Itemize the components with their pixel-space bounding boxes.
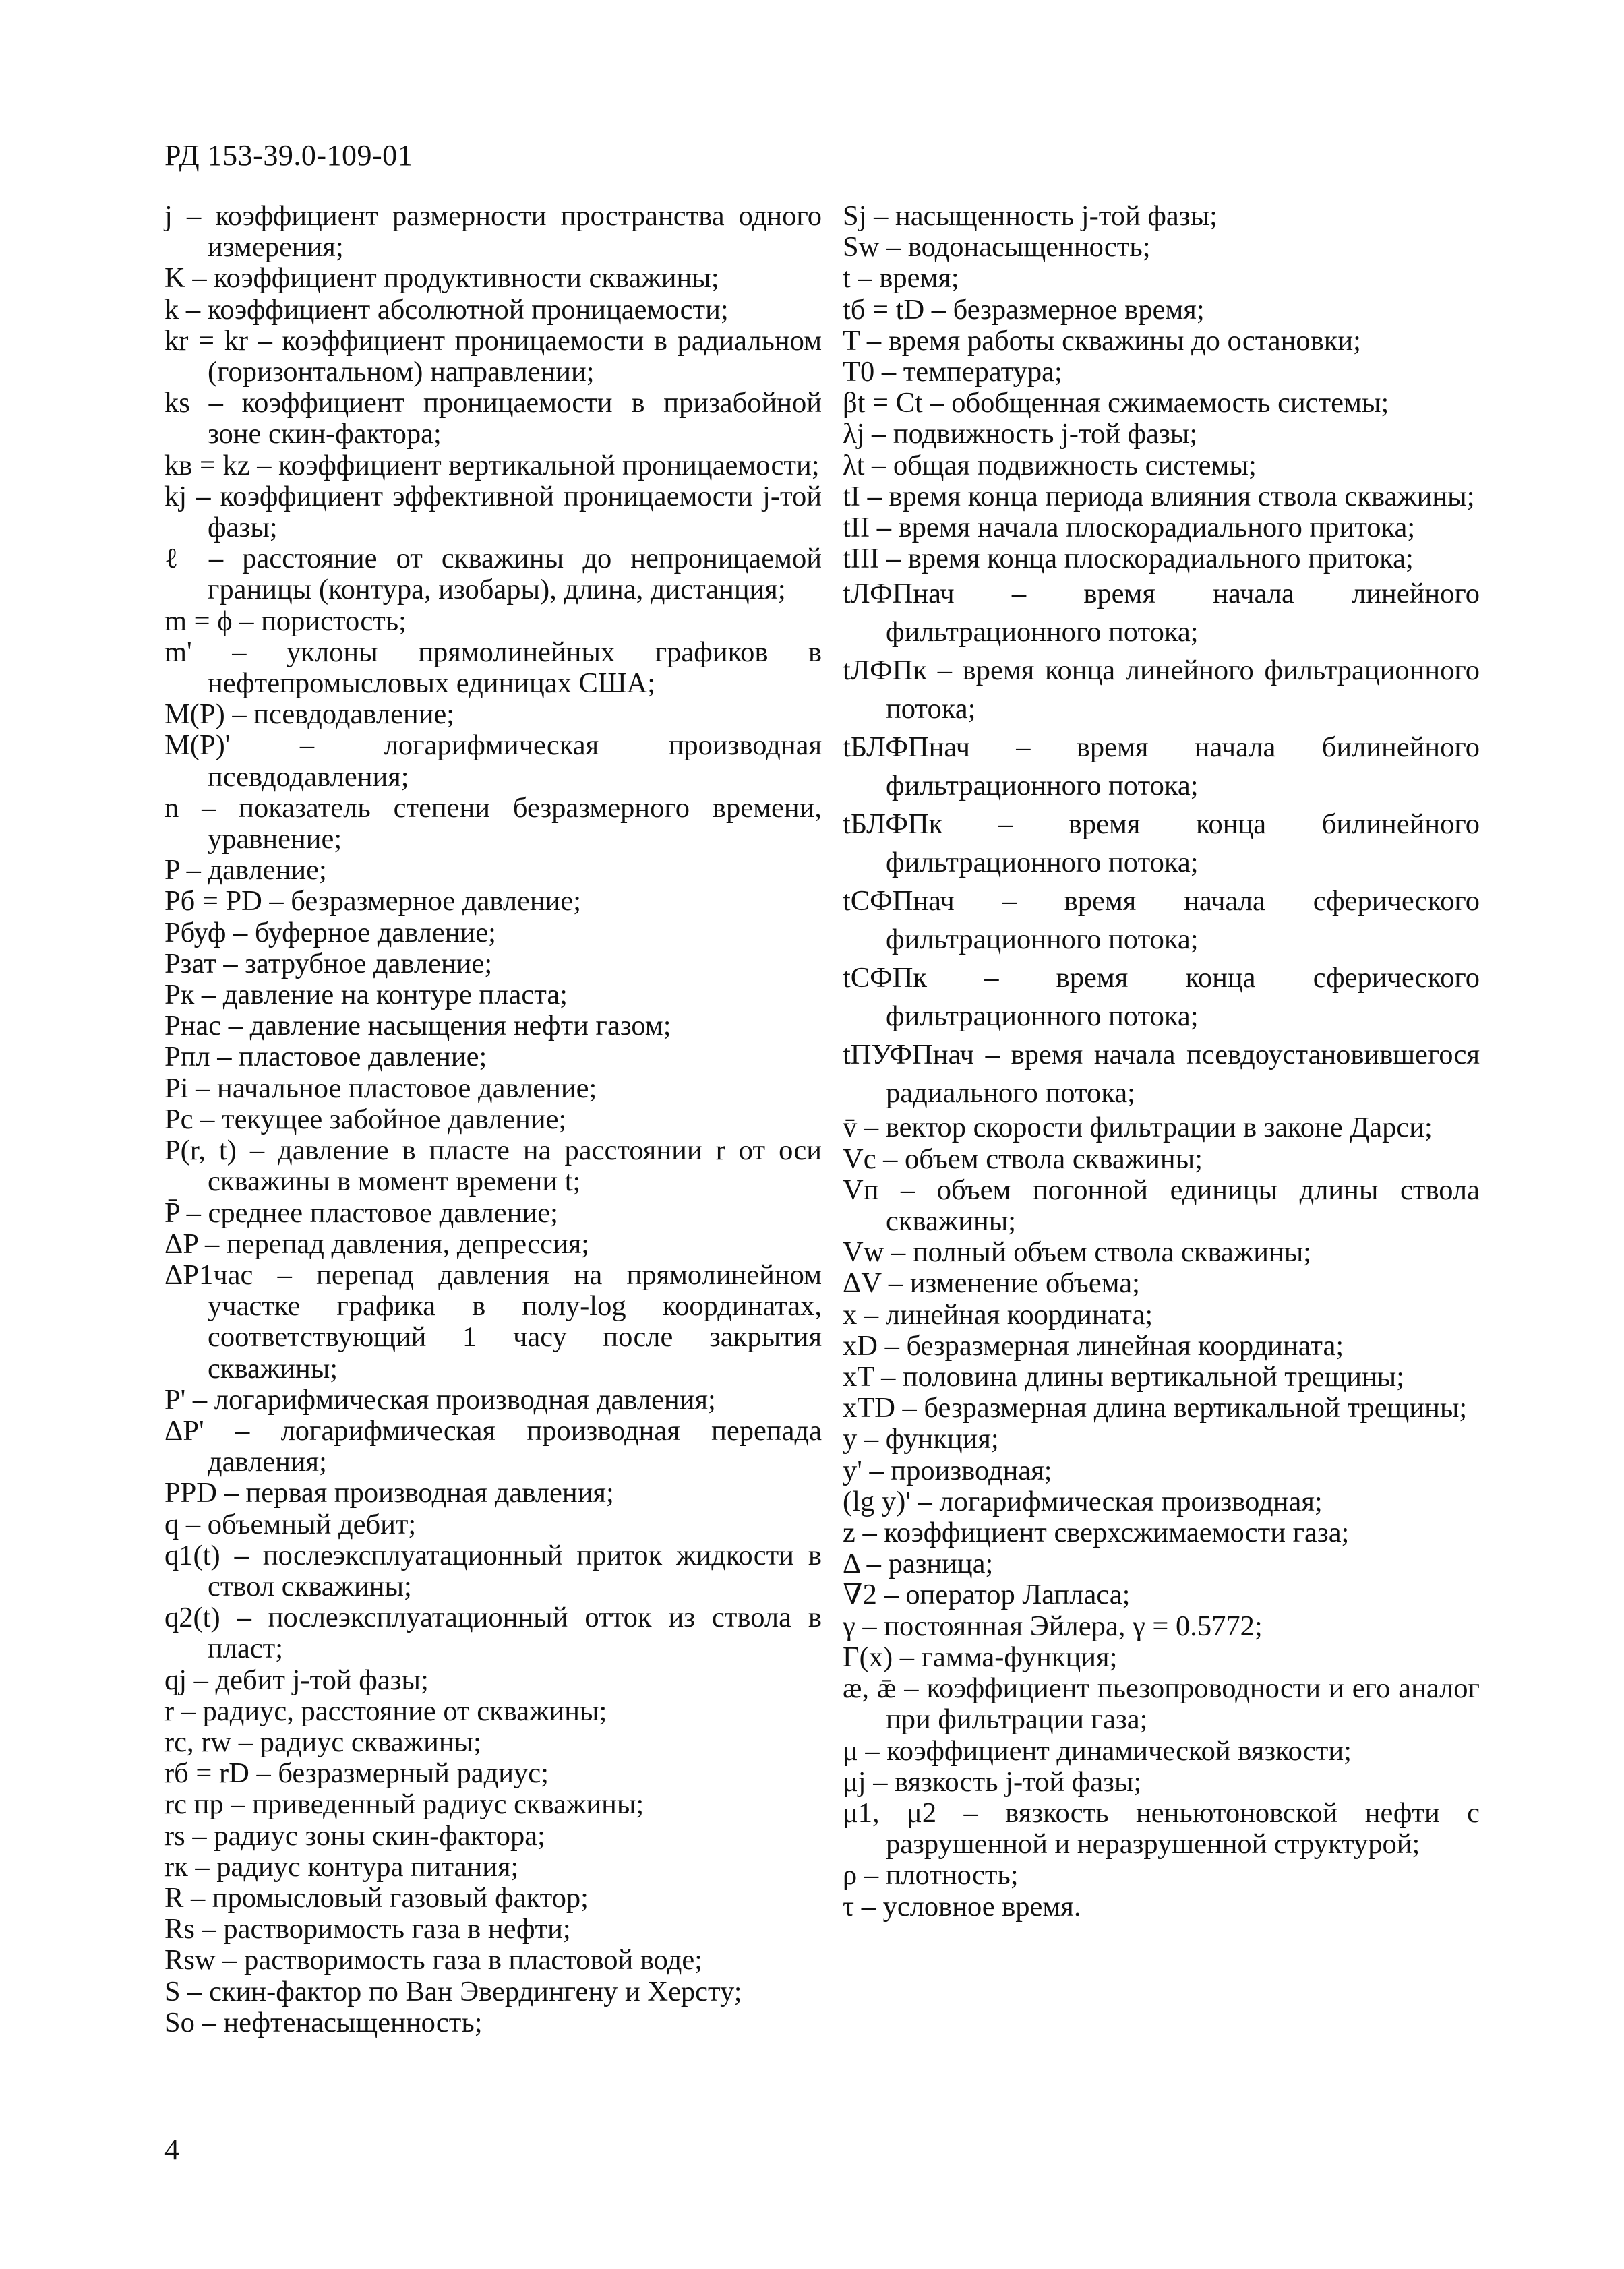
definition-entry: Sj – насыщенность j-той фазы; — [843, 200, 1217, 232]
definition-entry: μ – коэффициент динамической вязкости; — [843, 1734, 1352, 1767]
definition-entry: M(P)' – логарифмическая производная псевдодавления; — [164, 729, 822, 793]
right-column — [843, 201, 1480, 1923]
definition-entry: tIII – время конца плоскорадиального притока; — [843, 543, 1414, 575]
definition-entry: tб = tD – безразмерное время; — [843, 293, 1205, 326]
left-column — [164, 201, 822, 2038]
definition-entry: q – объемный дебит; — [164, 1508, 417, 1540]
definition-entry: y – функция; — [843, 1423, 999, 1455]
definition-entry: kв = kz – коэффициент вертикальной проницаемости; — [164, 449, 820, 481]
definition-entry: ℓ – расстояние от скважины до непроницаемой границы (контура, изобары), длина, дистанция; — [164, 543, 822, 606]
definition-entry: Vc – объем ствола скважины; — [843, 1143, 1203, 1175]
definition-entry: m = ϕ – пористость; — [164, 605, 407, 637]
page-number: 4 — [164, 2133, 179, 2166]
definition-entry: So – нефтенасыщенность; — [164, 2006, 483, 2038]
document-code-header: РД 153-39.0-109-01 — [164, 139, 413, 172]
definition-entry: Pпл – пластовое давление; — [164, 1041, 487, 1073]
definition-entry: ΔP' – логарифмическая производная перепада давления; — [164, 1414, 822, 1478]
definition-entry: tПУФПнач – время начала псевдоустановившегося радиального потока; — [843, 1039, 1480, 1110]
definition-entry: q1(t) – послеэксплуатационный приток жидкости в ствол скважины; — [164, 1539, 822, 1602]
definition-entry: ρ – плотность; — [843, 1859, 1019, 1892]
definition-entry: ∇2 – оператор Лапласа; — [843, 1579, 1131, 1611]
definition-entry: tII – время начала плоскорадиального притока; — [843, 512, 1416, 544]
definition-entry: μj – вязкость j-той фазы; — [843, 1765, 1142, 1798]
definition-entry: ΔP1час – перепад давления на прямолинейном участке графика в полу-log координатах, соответствующий 1 часу после закрытия скважины; — [164, 1259, 822, 1385]
definition-entry: kr = kr – коэффициент проницаемости в радиальном (горизонтальном) направлении; — [164, 324, 822, 388]
definition-entry: Rsw – растворимость газа в пластовой воде; — [164, 1944, 702, 1976]
definition-entry: μ1, μ2 – вязкость неньютоновской нефти с разрушенной и неразрушенной структурой; — [843, 1796, 1480, 1860]
definition-entry: βt = Ct – обобщенная сжимаемость системы; — [843, 387, 1389, 419]
definition-entry: xD – безразмерная линейная координата; — [843, 1329, 1344, 1362]
definition-entry: Sw – водонасыщенность; — [843, 231, 1151, 264]
definition-entry: q2(t) – послеэксплуатационный отток из ствола в пласт; — [164, 1602, 822, 1665]
definition-entry: rc пр – приведенный радиус скважины; — [164, 1788, 644, 1821]
definition-entry: λj – подвижность j-той фазы; — [843, 418, 1198, 450]
definition-entry: Pс – текущее забойное давление; — [164, 1103, 567, 1135]
definition-entry: ΔP – перепад давления, депрессия; — [164, 1228, 590, 1260]
definition-entry: T0 – температура; — [843, 356, 1062, 388]
definition-entry: Pзат – затрубное давление; — [164, 947, 493, 979]
definition-entry: T – время работы скважины до остановки; — [843, 324, 1361, 357]
definition-entry: qj – дебит j-той фазы; — [164, 1664, 429, 1696]
definition-entry: K – коэффициент продуктивности скважины; — [164, 262, 719, 295]
definition-entry: xT – половина длины вертикальной трещины; — [843, 1361, 1405, 1393]
definition-entry: m' – уклоны прямолинейных графиков в нефтепромысловых единицах США; — [164, 636, 822, 700]
definition-entry: z – коэффициент сверхсжимаемости газа; — [843, 1517, 1350, 1549]
definition-entry: Pнас – давление насыщения нефти газом; — [164, 1010, 671, 1042]
definition-entry: Vw – полный объем ствола скважины; — [843, 1236, 1312, 1269]
definition-entry: P' – логарифмическая производная давления; — [164, 1383, 716, 1416]
definition-entry: tСФПк – время конца сферического фильтрационного потока; — [843, 962, 1480, 1033]
definition-entry: Δ – разница; — [843, 1548, 994, 1580]
definition-entry: xTD – безразмерная длина вертикальной трещины; — [843, 1392, 1468, 1424]
definition-entry: x – линейная координата; — [843, 1298, 1153, 1331]
definition-entry: Pi – начальное пластовое давление; — [164, 1072, 597, 1104]
definition-entry: r – радиус, расстояние от скважины; — [164, 1695, 607, 1727]
definition-entry: Vп – объем погонной единицы длины ствола скважины; — [843, 1174, 1480, 1238]
definition-entry: n – показатель степени безразмерного времени, уравнение; — [164, 791, 822, 855]
definition-entry: rc, rw – радиус скважины; — [164, 1726, 481, 1758]
definition-entry: Pк – давление на контуре пласта; — [164, 979, 568, 1011]
definition-entry: (lg y)' – логарифмическая производная; — [843, 1485, 1323, 1517]
definition-entry: tI – время конца периода влияния ствола скважины; — [843, 480, 1475, 512]
definition-entry: ks – коэффициент проницаемости в призабойной зоне скин-фактора; — [164, 387, 822, 450]
definition-entry: æ, ǣ – коэффициент пьезопроводности и его аналог при фильтрации газа; — [843, 1672, 1480, 1736]
definition-entry: rк – радиус контура питания; — [164, 1850, 519, 1883]
definition-entry: M(P) – псевдодавление; — [164, 698, 455, 731]
definition-entry: P – давление; — [164, 854, 327, 886]
definition-entry: tБЛФПнач – время начала билинейного фильтрационного потока; — [843, 731, 1480, 802]
definition-entry: tСФПнач – время начала сферического фильтрационного потока; — [843, 885, 1480, 956]
definition-entry: y' – производная; — [843, 1454, 1052, 1486]
definition-entry: ΔV – изменение объема; — [843, 1267, 1140, 1300]
definition-entry: P(r, t) – давление в пласте на расстоянии r от оси скважины в момент времени t; — [164, 1134, 822, 1198]
definition-entry: Rs – растворимость газа в нефти; — [164, 1913, 571, 1945]
definition-entry: kj – коэффициент эффективной проницаемости j-той фазы; — [164, 480, 822, 544]
definition-entry: PPD – первая производная давления; — [164, 1477, 614, 1509]
definition-entry: tЛФПк – время конца линейного фильтрационного потока; — [843, 655, 1480, 725]
definition-entry: Pб = PD – безразмерное давление; — [164, 885, 582, 917]
definition-entry: P̄ – среднее пластовое давление; — [164, 1197, 558, 1229]
definition-entry: tБЛФПк – время конца билинейного фильтрационного потока; — [843, 808, 1480, 879]
definition-entry: rs – радиус зоны скин-фактора; — [164, 1819, 545, 1852]
definition-entry: v̄ – вектор скорости фильтрации в законе Дарси; — [843, 1112, 1433, 1144]
definition-entry: S – скин-фактор по Ван Эвердингену и Херсту; — [164, 1975, 742, 2007]
definition-entry: j – коэффициент размерности пространства одного измерения; — [164, 200, 822, 264]
definition-entry: τ – условное время. — [843, 1890, 1081, 1923]
definition-entry: rб = rD – безразмерный радиус; — [164, 1757, 549, 1790]
definition-entry: k – коэффициент абсолютной проницаемости; — [164, 293, 729, 326]
definition-entry: γ – постоянная Эйлера, γ = 0.5772; — [843, 1610, 1263, 1642]
definition-entry: tЛФПнач – время начала линейного фильтрационного потока; — [843, 578, 1480, 648]
definition-entry: λt – общая подвижность системы; — [843, 449, 1257, 481]
definition-entry: Γ(x) – гамма-функция; — [843, 1641, 1118, 1673]
definition-entry: R – промысловый газовый фактор; — [164, 1881, 589, 1914]
definition-entry: Pбуф – буферное давление; — [164, 916, 496, 948]
definition-entry: t – время; — [843, 262, 959, 295]
